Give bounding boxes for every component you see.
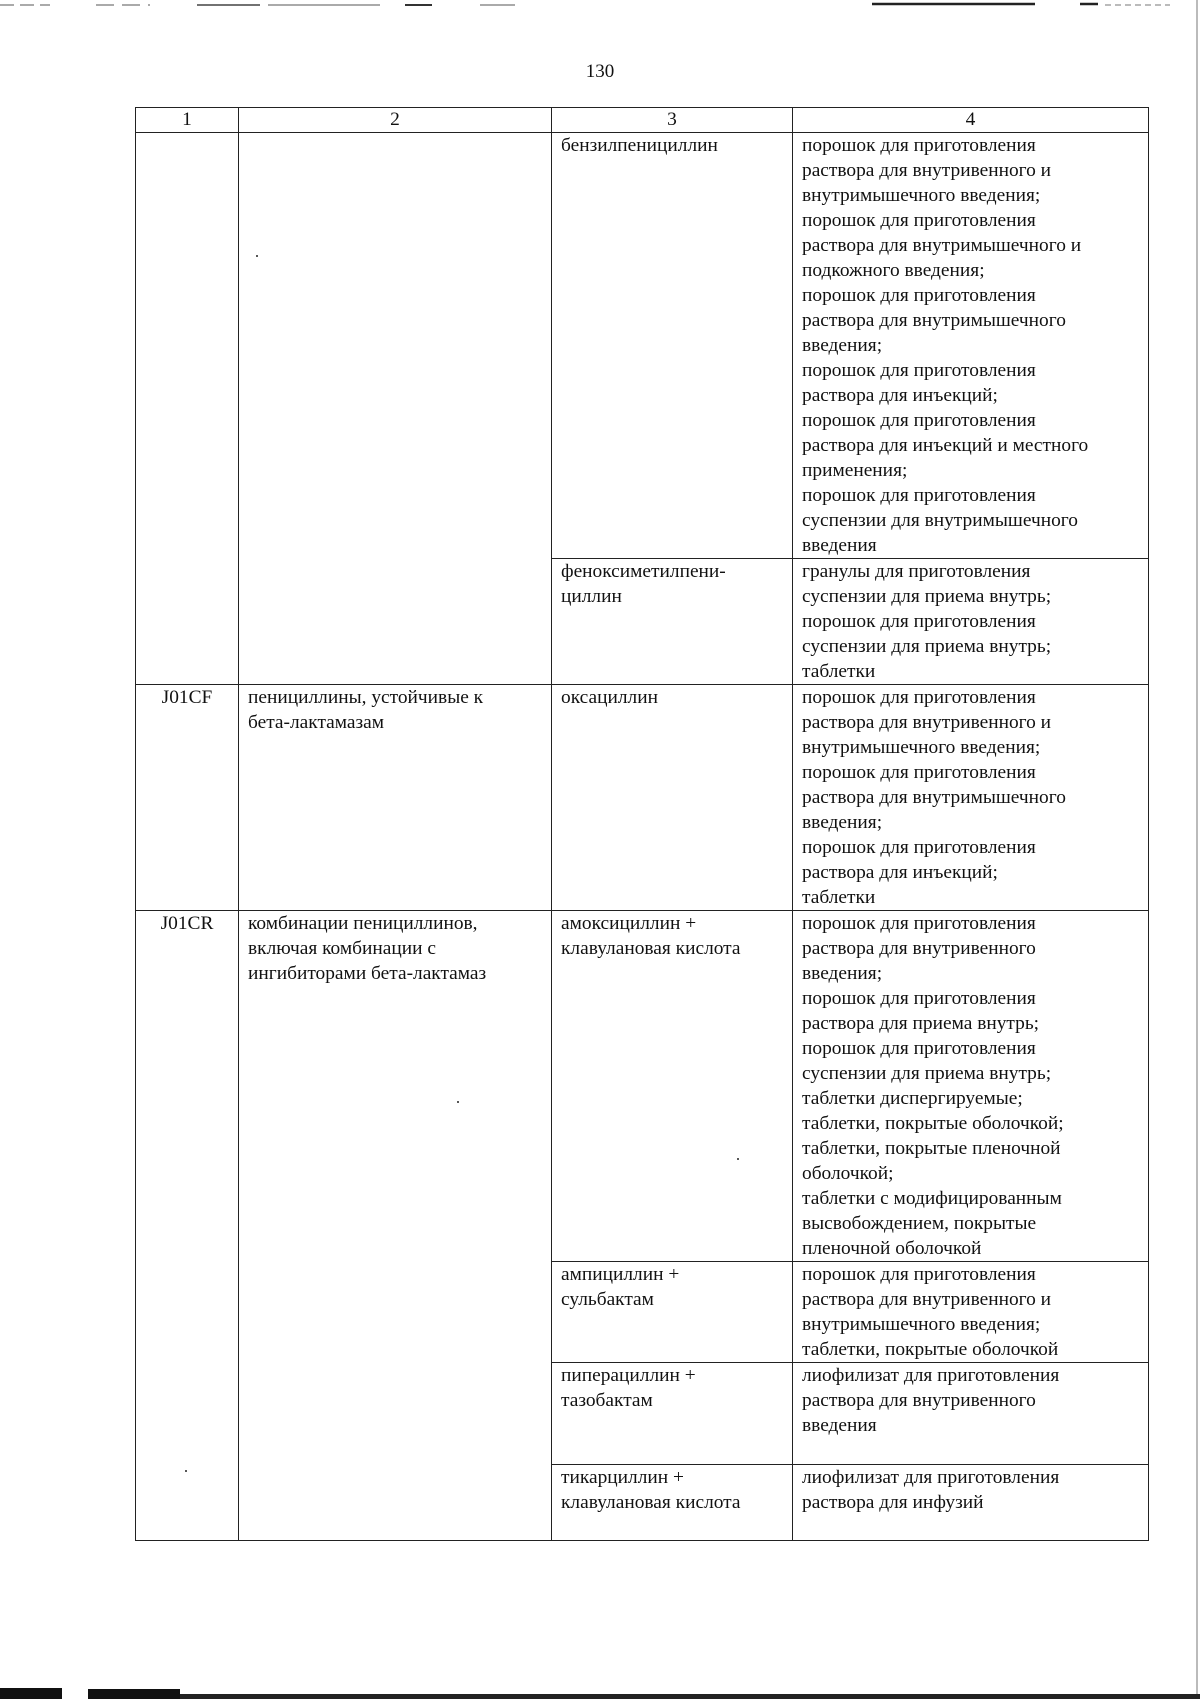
atc-code-cell: J01CR [136, 911, 239, 1541]
scan-bottom-artifact [0, 1686, 1200, 1699]
dosage-forms-cell: порошок для приготовления раствора для внутривенного и внутримышечного введения; порошок для приготовления раствора для внутримышечного и подкожного введения; порошок для приготовления раствора для внутримышечного введения; порошок для приготовления раствора для инъекций; порошок для приготовления раствора для инъекций и местного применения; порошок для приготовления суспензии для внутримышечного введения [793, 133, 1149, 559]
scan-speck [737, 1158, 739, 1160]
header-cell-3: 3 [552, 108, 793, 133]
group-name-cell: пенициллины, устойчивые к бета-лактамазам [239, 685, 552, 911]
header-cell-2: 2 [239, 108, 552, 133]
group-name-cell: комбинации пенициллинов, включая комбинации с ингибиторами бета-лактамаз [239, 911, 552, 1541]
header-cell-4: 4 [793, 108, 1149, 133]
dosage-forms-cell: порошок для приготовления раствора для внутривенного и внутримышечного введения; таблетки, покрытые оболочкой [793, 1262, 1149, 1363]
atc-code-cell: J01CF [136, 685, 239, 911]
dosage-forms-cell: гранулы для приготовления суспензии для приема внутрь; порошок для приготовления суспензии для приема внутрь; таблетки [793, 559, 1149, 685]
header-cell-1: 1 [136, 108, 239, 133]
drug-name-cell: амоксициллин + клавулановая кислота [552, 911, 793, 1262]
drug-name-cell: ампициллин + сульбактам [552, 1262, 793, 1363]
drug-table [135, 107, 1149, 1541]
table-row [136, 911, 1149, 1262]
scan-speck [457, 1101, 459, 1103]
dosage-forms-cell: порошок для приготовления раствора для внутривенного и внутримышечного введения; порошок для приготовления раствора для внутримышечного введения; порошок для приготовления раствора для инъекций; таблетки [793, 685, 1149, 911]
drug-name-cell: оксациллин [552, 685, 793, 911]
scan-right-edge [1196, 0, 1198, 1699]
atc-code-cell [136, 133, 239, 685]
scan-speck [256, 255, 258, 257]
table-row [136, 133, 1149, 559]
scan-top-artifact [0, 0, 1200, 10]
drug-name-cell: пиперациллин + тазобактам [552, 1363, 793, 1465]
dosage-forms-cell: лиофилизат для приготовления раствора для внутривенного введения [793, 1363, 1149, 1465]
table-header-row [136, 108, 1149, 133]
dosage-forms-cell: порошок для приготовления раствора для внутривенного введения; порошок для приготовления раствора для приема внутрь; порошок для приготовления суспензии для приема внутрь; таблетки диспергируемые; таблетки, покрытые оболочкой; таблетки, покрытые пленочной оболочкой; таблетки с модифицированным высвобождением, покрытые пленочной оболочкой [793, 911, 1149, 1262]
table-row [136, 685, 1149, 911]
drug-name-cell: тикарциллин + клавулановая кислота [552, 1465, 793, 1541]
scan-speck [185, 1470, 187, 1472]
drug-name-cell: бензилпенициллин [552, 133, 793, 559]
dosage-forms-cell: лиофилизат для приготовления раствора для инфузий [793, 1465, 1149, 1541]
drug-name-cell: феноксиметилпени- циллин [552, 559, 793, 685]
page-number: 130 [585, 61, 615, 82]
group-name-cell [239, 133, 552, 685]
